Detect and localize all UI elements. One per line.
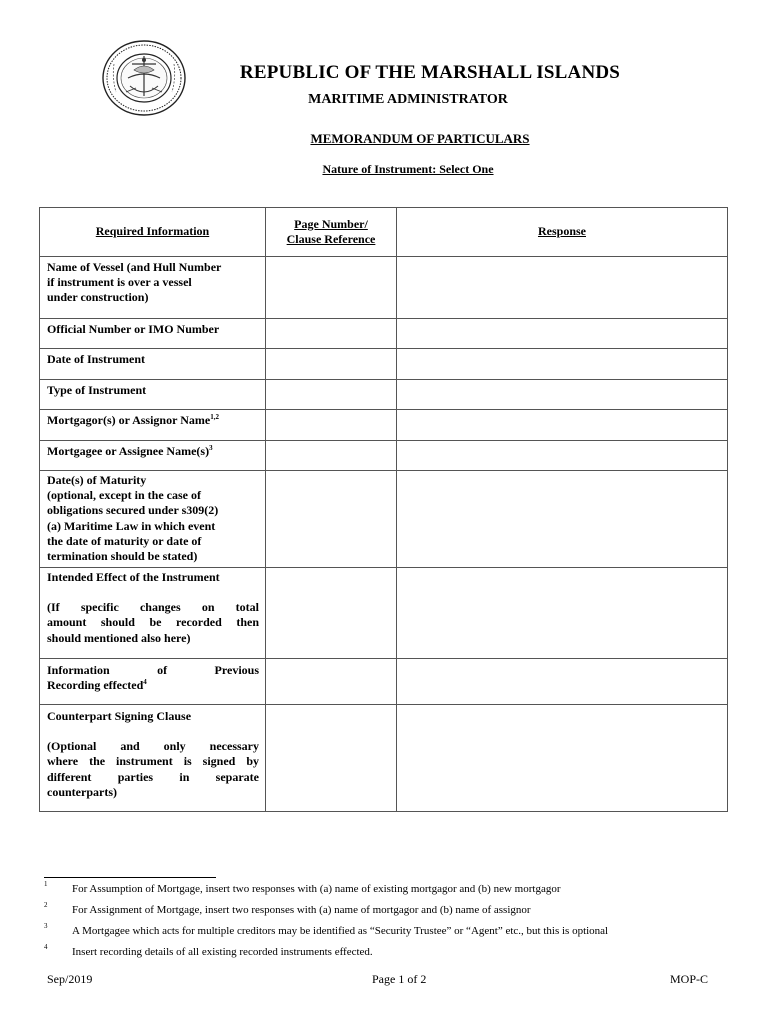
document-subtitle: MARITIME ADMINISTRATOR [308,92,508,107]
vessel-response-cell[interactable] [397,257,728,319]
mortgagee-page-cell[interactable] [266,441,397,471]
header-page-line1: Page Number/ [294,216,368,231]
vessel-page-cell[interactable] [266,257,397,319]
mortgagee-response-cell[interactable] [397,441,728,471]
maturity-page-cell[interactable] [266,471,397,568]
effect-response-cell[interactable] [397,568,728,659]
row-label-maturity: Date(s) of Maturity (optional, except in the case of obligations secured under s309(2) (a) Maritime Law in which event the date of maturity or date of termination should be stated) [40,471,266,568]
row-label-official-number: Official Number or IMO Number [40,319,266,349]
header-page-line2: Clause Reference [286,232,376,246]
document-title: REPUBLIC OF THE MARSHALL ISLANDS [239,62,621,83]
footer-date: Sep/2019 [47,972,93,986]
particulars-table [39,207,728,812]
date-response-cell[interactable] [397,349,728,380]
mortgagor-page-cell[interactable] [266,410,397,441]
row-label-mortgagee: Mortgagee or Assignee $Name(s)^3$ [40,441,266,471]
maturity-response-cell[interactable] [397,471,728,568]
footer-page-number: Page 1 of 2 [372,972,427,986]
table-row [40,410,728,441]
previous-response-cell[interactable] [397,659,728,705]
footer-form-code: MOP-C [670,972,709,986]
type-response-cell[interactable] [397,380,728,410]
table-row [40,349,728,380]
header-required-info: Required Information [40,208,266,257]
header-response: Response [397,208,728,257]
table-row [40,705,728,812]
table-row [40,380,728,410]
table-row [40,659,728,705]
previous-page-cell[interactable] [266,659,397,705]
official-page-cell[interactable] [266,319,397,349]
table-row [40,441,728,471]
footnote-ref[interactable]: 1,2 [210,413,219,421]
official-response-cell[interactable] [397,319,728,349]
mortgagor-response-cell[interactable] [397,410,728,441]
header-page-number [266,208,397,257]
footnote-ref[interactable]: 4 [143,678,147,687]
row-label-type-of-instrument: Type of Instrument [40,380,266,410]
row-label-intended-effect: Intended Effect of the Instrument (If specific changes on total amount should be recorded then should mentioned also here) [40,568,266,659]
row-label-mortgagor: Mortgagor(s) or Assignor Name$^{1,2}$ [40,410,266,441]
counterpart-page-cell[interactable] [266,705,397,812]
date-page-cell[interactable] [266,349,397,380]
table-row [40,568,728,659]
memo-title: MEMORANDUM OF PARTICULARS [310,131,530,146]
nature-of-instrument[interactable]: Nature of Instrument: Select One [322,162,494,176]
footnote-ref[interactable]: 3 [209,444,213,452]
effect-page-cell[interactable] [266,568,397,659]
row-label-counterpart: Counterpart Signing Clause (Optional and only necessary where the instrument is signed by different parties in separate counterparts) [40,705,266,812]
footnote-divider [44,877,216,878]
table-row [40,319,728,349]
row-label-previous-recording: Information of Previous Recording effected$^4$ [40,659,266,705]
row-label-date-of-instrument: Date of Instrument [40,349,266,380]
table-row [40,257,728,319]
type-page-cell[interactable] [266,380,397,410]
table-row [40,471,728,568]
counterpart-response-cell[interactable] [397,705,728,812]
row-label-vessel: Name of Vessel (and Hull Number if instrument is over a vessel under construction) [40,257,266,319]
